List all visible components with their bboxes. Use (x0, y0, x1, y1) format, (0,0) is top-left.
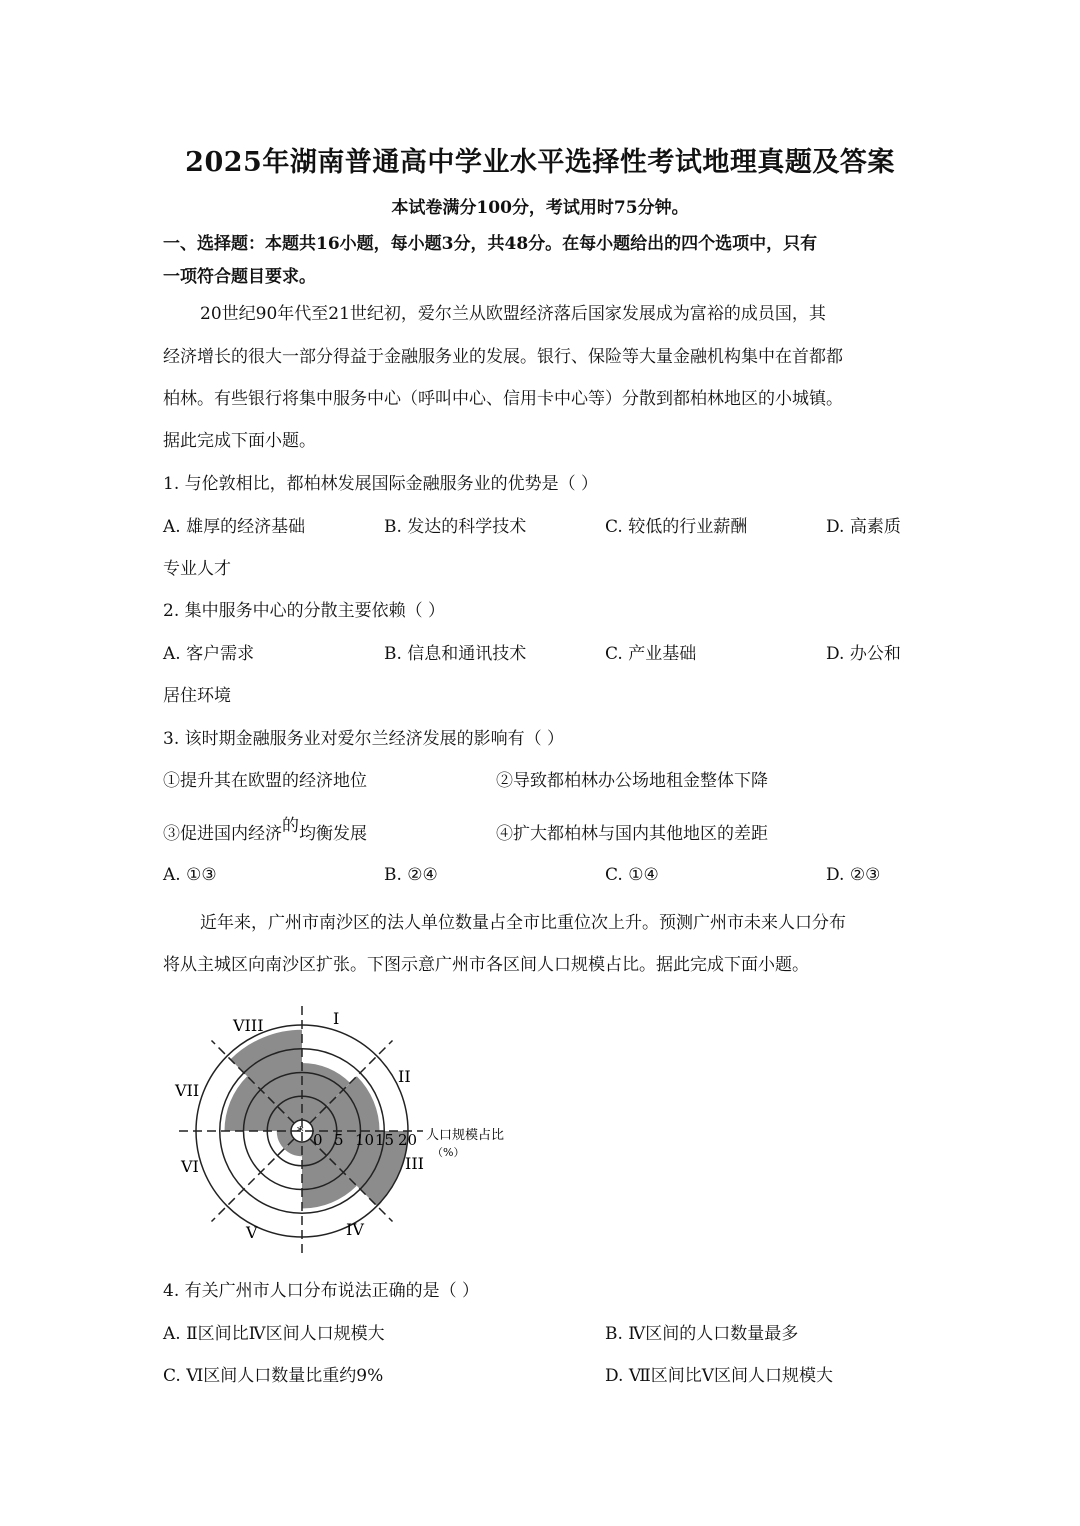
q4-option-b: B. Ⅳ区间的人口数量最多 (605, 1324, 799, 1344)
q2-stem: 2. 集中服务中心的分散主要依赖（ ） (163, 601, 446, 621)
passage1-line-4: 据此完成下面小题。 (163, 431, 316, 451)
tick-label-15: 15 (375, 1131, 395, 1149)
passage2-line-2: 将从主城区向南沙区扩张。下图示意广州市各区间人口规模占比。据此完成下面小题。 (163, 955, 809, 975)
population-share-figure (165, 1000, 545, 1265)
sector-label-VI: VI (181, 1157, 199, 1176)
passage1-line-3: 柏林。有些银行将集中服务中心（呼叫中心、信用卡中心等）分散到都柏林地区的小城镇。 (163, 389, 843, 409)
center-mark: * (297, 1125, 304, 1140)
page-title: 2025年湖南普通高中学业水平选择性考试地理真题及答案 (185, 147, 895, 178)
passage1-line-2: 经济增长的很大一部分得益于金融服务业的发展。银行、保险等大量金融机构集中在首都都 (163, 347, 843, 367)
axis-unit: （%） (432, 1146, 465, 1159)
q4-option-a: A. Ⅱ区间比Ⅳ区间人口规模大 (163, 1324, 385, 1344)
q3-item-2: ②导致都柏林办公场地租金整体下降 (496, 771, 768, 791)
section-header-line-1: 一、选择题：本题共16小题，每小题3分，共48分。在每小题给出的四个选项中，只有 (163, 234, 818, 254)
axis-label: 人口规模占比 (426, 1128, 505, 1143)
q4-option-d: D. Ⅶ区间比Ⅴ区间人口规模大 (605, 1366, 834, 1386)
q1-stem: 1. 与伦敦相比，都柏林发展国际金融服务业的优势是（ ） (163, 474, 599, 494)
q1-option-d: D. 高素质 (826, 517, 901, 537)
sector-label-VIII: VIII (233, 1016, 264, 1035)
sector-label-IV: IV (346, 1220, 364, 1239)
q3-option-c: C. ①④ (605, 865, 659, 885)
passage1-line-1: 20世纪90年代至21世纪初，爱尔兰从欧盟经济落后国家发展成为富裕的成员国，其 (200, 304, 826, 324)
sector-label-V: V (246, 1223, 258, 1242)
q3-item-3-raised-char: 的 (282, 816, 299, 836)
section-header-line-2: 一项符合题目要求。 (163, 267, 316, 287)
divider-225 (211, 1139, 294, 1222)
q4-stem: 4. 有关广州市人口分布说法正确的是（ ） (163, 1281, 480, 1301)
q4-option-c: C. Ⅵ区间人口数量比重约9% (163, 1366, 384, 1386)
q3-item-3 (163, 816, 367, 844)
tick-label-0: 0 (313, 1131, 323, 1149)
tick-label-10: 10 (355, 1131, 375, 1149)
tick-label-20: 20 (398, 1131, 418, 1149)
q1-option-c: C. 较低的行业薪酬 (605, 517, 748, 537)
sector-label-III: III (405, 1154, 424, 1173)
q3-option-a: A. ①③ (163, 865, 217, 885)
q2-option-c: C. 产业基础 (605, 644, 697, 664)
q2-option-a: A. 客户需求 (163, 644, 255, 664)
passage2-line-1: 近年来，广州市南沙区的法人单位数量占全市比重位次上升。预测广州市未来人口分布 (200, 913, 846, 933)
q2-option-b: B. 信息和通讯技术 (384, 644, 527, 664)
q3-option-b: B. ②④ (384, 865, 438, 885)
q1-option-d-continuation: 专业人才 (163, 559, 231, 579)
q1-option-a: A. 雄厚的经济基础 (163, 517, 306, 537)
q1-option-b: B. 发达的科学技术 (384, 517, 527, 537)
sector-label-VII: VII (175, 1081, 200, 1100)
q3-option-d: D. ②③ (826, 865, 881, 885)
q3-item-3-part-a: ③促进国内经济 (163, 824, 282, 844)
sector-label-II: II (398, 1067, 411, 1086)
exam-info: 本试卷满分100分，考试用时75分钟。 (391, 198, 689, 218)
q3-item-4: ④扩大都柏林与国内其他地区的差距 (496, 824, 768, 844)
q2-option-d: D. 办公和 (826, 644, 901, 664)
q3-item-3-part-b: 均衡发展 (299, 824, 367, 844)
sector-label-I: I (333, 1009, 340, 1028)
q2-option-d-continuation: 居住环境 (163, 686, 231, 706)
tick-label-5: 5 (334, 1131, 344, 1149)
q3-item-1: ①提升其在欧盟的经济地位 (163, 771, 367, 791)
q3-stem: 3. 该时期金融服务业对爱尔兰经济发展的影响有（ ） (163, 729, 565, 749)
